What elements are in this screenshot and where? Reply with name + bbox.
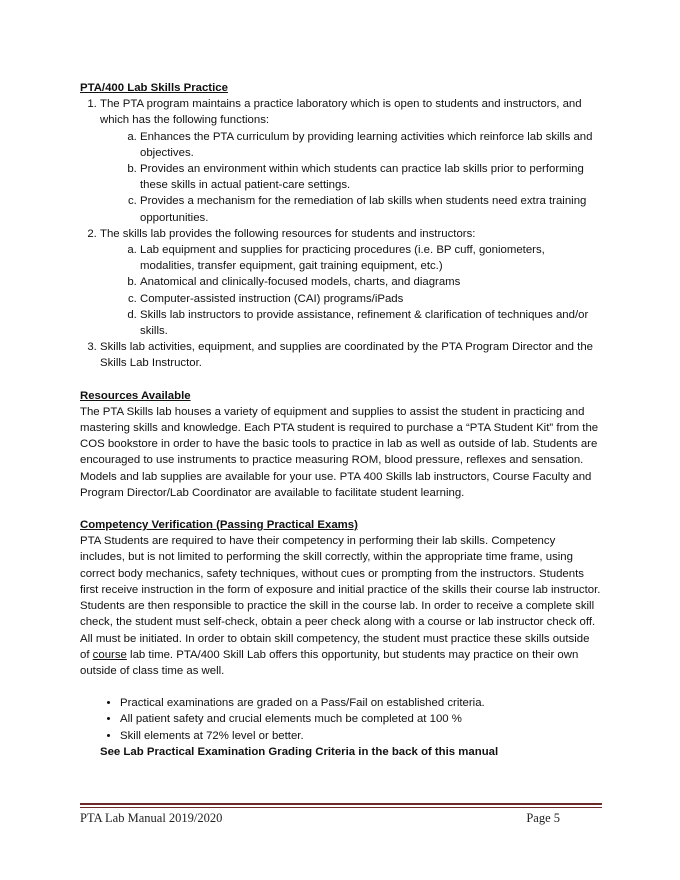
footer-page-number: Page 5 (526, 811, 560, 825)
page-content (80, 80, 602, 760)
list-item-text: The skills lab provides the following resources for students and instructors: (100, 227, 476, 240)
criteria-bullet-list (80, 695, 602, 744)
sublist-item: a. Enhances the PTA curriculum by providing learning activities which reinforce lab skills and objectives. (140, 129, 602, 161)
list-item (100, 96, 602, 226)
bullet-item: • All patient safety and crucial elements much be completed at 100 % (120, 711, 602, 727)
resources-paragraph: The PTA Skills lab houses a variety of equipment and supplies to assist the student in practicing and mastering skills and knowledge. Each PTA student is required to purchase a “PTA Student Kit” from the COS bookstore in order to have the basic tools to practice in lab as well as outside of lab. Students are encouraged to use instruments to practice measuring ROM, blood pressure, reflexes and sensation. Models and lab supplies are available for your use. PTA 400 Skills lab instructors, Course Faculty and Program Director/Lab Coordinator are available to facilitate student learning. (80, 405, 599, 499)
section-heading-competency: Competency Verification (Passing Practical Exams) (80, 519, 358, 532)
bullet-item: • Practical examinations are graded on a Pass/Fail on established criteria. (120, 695, 602, 711)
footer-divider-thin (80, 807, 602, 808)
footer-manual-title: PTA Lab Manual 2019/2020 (80, 811, 223, 825)
section-heading-lab-skills: PTA/400 Lab Skills Practice (80, 82, 228, 94)
lab-skills-list (80, 96, 602, 371)
list-item (100, 226, 602, 339)
sublist-item: a. Lab equipment and supplies for practicing procedures (i.e. BP cuff, goniometers, modalities, transfer equipment, gait training equipment, etc.) (140, 242, 602, 274)
sublist (100, 129, 602, 226)
sublist-item: c. Provides a mechanism for the remediation of lab skills when students need extra training opportunities. (140, 193, 602, 225)
sublist-item: d. Skills lab instructors to provide assistance, refinement & clarification of techniques and/or skills. (140, 307, 602, 339)
list-item-text: Skills lab activities, equipment, and supplies are coordinated by the PTA Program Director and the Skills Lab Instructor. (100, 341, 594, 370)
competency-text-a: PTA Students are required to have their competency in performing their lab skills. Competency includes, but is not limited to performing the skill correctly, within the appropriate time frame, using correct body mechanics, safety techniques, without cues or prompting from the instructors. Students first receive instruction in the form of exposure and initial practice of the skills their course lab instructor. Students are then responsible to practice the skill in the course lab. In order to receive a complete skill check, the student must self-check, obtain a peer check along with a course or lab instructor check off. All must be initiated. In order to obtain skill competency, the student must practice these skills outside of (80, 535, 601, 661)
list-item (100, 339, 602, 371)
competency-text-b: lab time. PTA/400 Skill Lab offers this opportunity, but students may practice on their own outside of class time as well. (80, 648, 579, 677)
sublist-item: c. Computer-assisted instruction (CAI) programs/iPads (140, 291, 602, 307)
grading-criteria-note: See Lab Practical Examination Grading Criteria in the back of this manual (100, 745, 499, 758)
sublist-item: b. Anatomical and clinically-focused models, charts, and diagrams (140, 274, 602, 290)
list-item-text: The PTA program maintains a practice laboratory which is open to students and instructors, and which has the following functions: (100, 98, 582, 127)
competency-paragraph (80, 533, 602, 679)
page-footer (80, 810, 602, 826)
competency-text-underlined: course (92, 648, 127, 661)
sublist-item: b. Provides an environment within which students can practice lab skills prior to performing these skills in actual patient-care settings. (140, 161, 602, 193)
sublist (100, 242, 602, 339)
bullet-item: • Skill elements at 72% level or better. (120, 728, 602, 744)
footer-divider (80, 803, 602, 805)
section-heading-resources: Resources Available (80, 389, 191, 402)
